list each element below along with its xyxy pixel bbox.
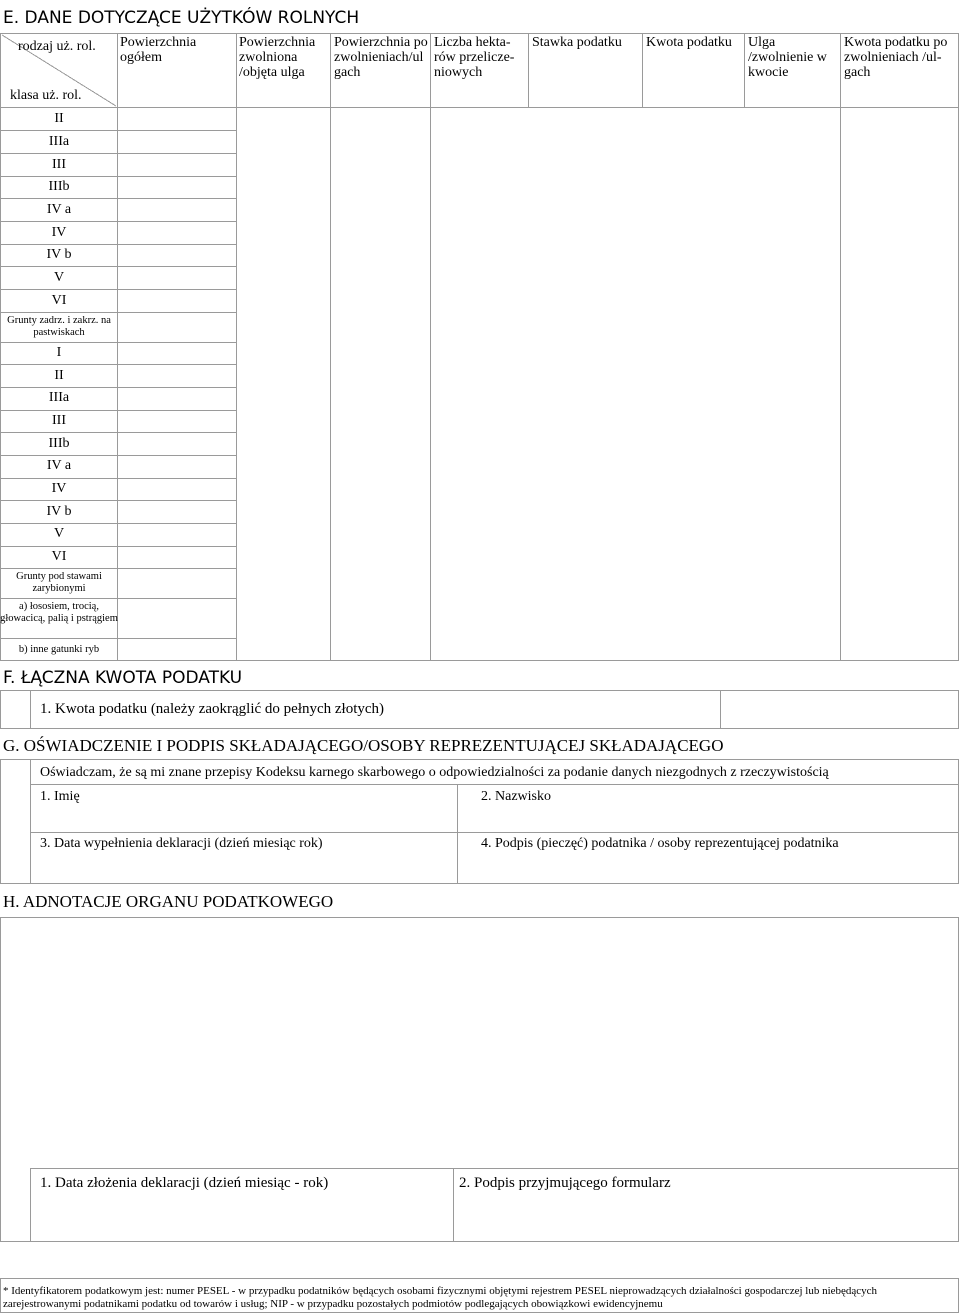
section-g-title: G. OŚWIADCZENIE I PODPIS SKŁADAJĄCEGO/OSOBY REPREZENTUJĄCEJ SKŁADAJĄCEGO (3, 736, 724, 755)
signature-label: 4. Podpis (pieczęć) podatnika / osoby reprezentującej podatnika (481, 836, 839, 851)
statement-text: Oświadczam, że są mi znane przepisy Kodeksu karnego skarbowego o odpowiedzialności za podanie danych niezgodnych z rzeczywistością (40, 765, 829, 780)
class-label: III (52, 413, 66, 428)
class-label: IIIb (48, 436, 70, 451)
class-label: IIIb (48, 179, 70, 194)
ponds-salmon-label: a) łososiem, trocią, głowacicą, palią i pstrągiem (0, 601, 118, 624)
footnote: * Identyfikatorem podatkowym jest: numer PESEL - w przypadku podatników będących osobami fizycznymi objętymi rejestrem PESEL nieprowadzących działalności gospodarczej lub niebędących zarejestrowanymi podatnikami podatku od towarów i usług; NIP - w przypadku pozostałych podmiotów podlegających obowiązkowi ewidencyjnemu (3, 1285, 878, 1310)
class-label: IV a (46, 202, 72, 217)
header-tax-after-relief: Kwota podatku po zwolnieniach /ul- gach (844, 35, 948, 80)
class-label: VI (51, 293, 67, 308)
ponds-other-label: b) inne gatunki ryb (18, 644, 100, 655)
pasture-label: Grunty zadrz. i zakrz. na pastwiskach (7, 315, 111, 338)
ponds-label: Grunty pod stawami zarybionymi (16, 571, 102, 594)
class-label: I (56, 345, 62, 360)
total-tax-label: 1. Kwota podatku (należy zaokrąglić do pełnych złotych) (40, 701, 385, 717)
corner-top-label: rodzaj uż. rol. (18, 39, 96, 54)
header-tax-rate: Stawka podatku (532, 35, 622, 50)
class-label: V (53, 526, 65, 541)
surname-label: 2. Nazwisko (481, 789, 551, 804)
corner-bottom-label: klasa uż. rol. (10, 88, 82, 103)
class-label: IV a (46, 458, 72, 473)
section-e-title: E. DANE DOTYCZĄCE UŻYTKÓW ROLNYCH (3, 8, 360, 28)
header-tax-amount: Kwota podatku (646, 35, 732, 50)
section-f-title: F. ŁĄCZNA KWOTA PODATKU (3, 668, 243, 688)
first-name-label: 1. Imię (40, 789, 80, 804)
class-label: IV (51, 481, 67, 496)
class-label: IIIa (48, 134, 70, 149)
class-label: IV (51, 225, 67, 240)
class-label: II (54, 111, 64, 126)
header-area-exempt: Powierzchnia zwolniona /objęta ulga (239, 35, 316, 80)
header-area-after: Powierzchnia po zwolnieniach/ul gach (334, 35, 428, 80)
class-label: V (53, 270, 65, 285)
submission-date-label: 1. Data złożenia deklaracji (dzień miesiąc - rok) (40, 1175, 329, 1191)
header-relief: Ulga /zwolnienie w kwocie (748, 35, 827, 80)
class-label: VI (51, 549, 67, 564)
class-label: IV b (46, 504, 72, 519)
header-area-total: Powierzchnia ogółem (120, 35, 197, 65)
section-h-title: H. ADNOTACJE ORGANU PODATKOWEGO (3, 892, 334, 911)
fill-date-label: 3. Data wypełnienia deklaracji (dzień miesiąc rok) (40, 836, 323, 851)
class-label: IIIa (48, 390, 70, 405)
class-label: IV b (46, 247, 72, 262)
header-hectares: Liczba hekta- rów przelicze- niowych (434, 35, 515, 80)
class-label: III (52, 157, 66, 172)
class-label: II (54, 368, 64, 383)
receiver-signature-label: 2. Podpis przyjmującego formularz (459, 1175, 671, 1191)
